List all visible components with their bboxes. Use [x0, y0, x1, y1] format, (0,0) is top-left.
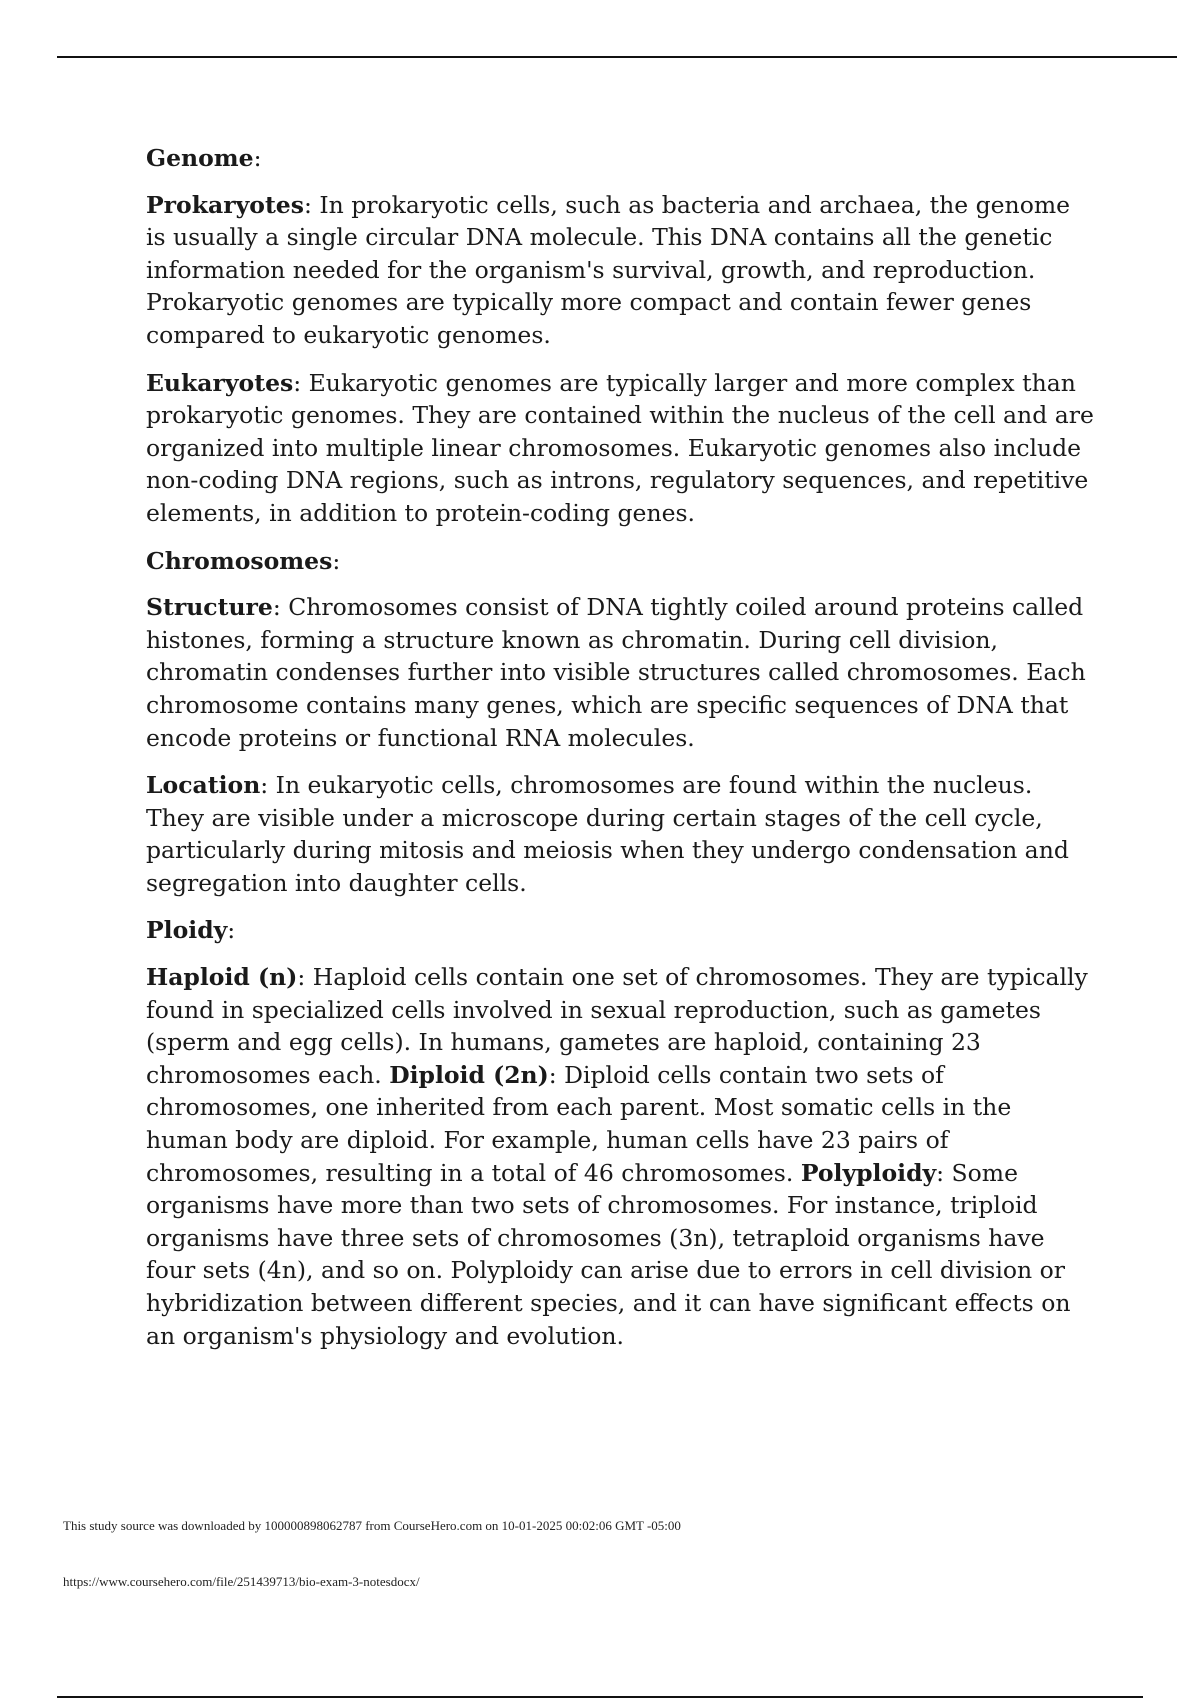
- footer-source-note: This study source was downloaded by 100000898062787 from CourseHero.com on 10-01-2025 00:02:06 GMT -05:00: [63, 1518, 681, 1533]
- paragraph-location: [146, 769, 1096, 899]
- heading-text: Ploidy: [146, 916, 228, 945]
- heading-text: Chromosomes: [146, 546, 333, 575]
- bottom-rule: [57, 1696, 1143, 1698]
- heading-colon: :: [253, 144, 262, 172]
- term-diploid: Diploid (2n): [389, 1060, 549, 1089]
- paragraph-ploidy: [146, 961, 1096, 1352]
- paragraph-text: : In prokaryotic cells, such as bacteria and archaea, the genome is usually a single circular DNA molecule. This DNA contains all the genetic information needed for the organism's survival, growth, and reproduction. Prokaryotic genomes are typically more compact and contain fewer genes compared to eukaryotic genomes.: [146, 190, 1071, 349]
- paragraph-prokaryotes: [146, 189, 1096, 352]
- section-heading-genome: [146, 142, 1096, 175]
- term-polyploidy: Polyploidy: [800, 1158, 937, 1187]
- footer-url: https://www.coursehero.com/file/251439713/bio-exam-3-notesdocx/: [63, 1574, 420, 1589]
- paragraph-text: : Diploid cells contain two sets of chromosomes, one inherited from each parent. Most somatic cells in the human body are diploid. For example, human cells have 23 pairs of chromosomes, resulting in a total of 46 chromosomes.: [146, 1060, 1012, 1187]
- term-eukaryotes: Eukaryotes: [146, 368, 294, 397]
- paragraph-text: : In eukaryotic cells, chromosomes are found within the nucleus. They are visible under a microscope during certain stages of the cell cycle, particularly during mitosis and meiosis when they undergo condensation and segregation into daughter cells.: [146, 771, 1069, 897]
- heading-text: Genome: [146, 144, 254, 172]
- section-heading-ploidy: [146, 914, 1096, 947]
- paragraph-text: : Chromosomes consist of DNA tightly coiled around proteins called histones, forming a structure known as chromatin. During cell division, chromatin condenses further into visible structures called chromosomes. Each chromosome contains many genes, which are specific sequences of DNA that encode proteins or functional RNA molecules.: [146, 593, 1086, 752]
- paragraph-eukaryotes: [146, 367, 1096, 530]
- heading-colon: :: [332, 546, 341, 575]
- term-haploid: Haploid (n): [146, 963, 298, 992]
- heading-colon: :: [227, 916, 236, 945]
- paragraph-text: : Haploid cells contain one set of chromosomes. They are typically found in specialized cells involved in sexual reproduction, such as gametes (sperm and egg cells). In humans, gametes are haploid, containing 23 chromosomes each.: [146, 963, 1088, 1089]
- term-location: Location: [146, 771, 261, 800]
- document-body: [146, 142, 1096, 1367]
- paragraph-structure: [146, 591, 1096, 754]
- paragraph-text: : Some organisms have more than two sets of chromosomes. For instance, triploid organisms have three sets of chromosomes (3n), tetraploid organisms have four sets (4n), and so on. Polyploidy can arise due to errors in cell division or hybridization between different species, and it can have significant effects on an organism's physiology and evolution.: [146, 1158, 1071, 1350]
- paragraph-text: : Eukaryotic genomes are typically larger and more complex than prokaryotic genomes. They are contained within the nucleus of the cell and are organized into multiple linear chromosomes. Eukaryotic genomes also include non-coding DNA regions, such as introns, regulatory sequences, and repetitive elements, in addition to protein-coding genes.: [146, 368, 1094, 527]
- term-structure: Structure: [146, 593, 273, 622]
- term-prokaryotes: Prokaryotes: [146, 190, 304, 219]
- section-heading-chromosomes: [146, 545, 1096, 578]
- top-rule: [57, 56, 1177, 58]
